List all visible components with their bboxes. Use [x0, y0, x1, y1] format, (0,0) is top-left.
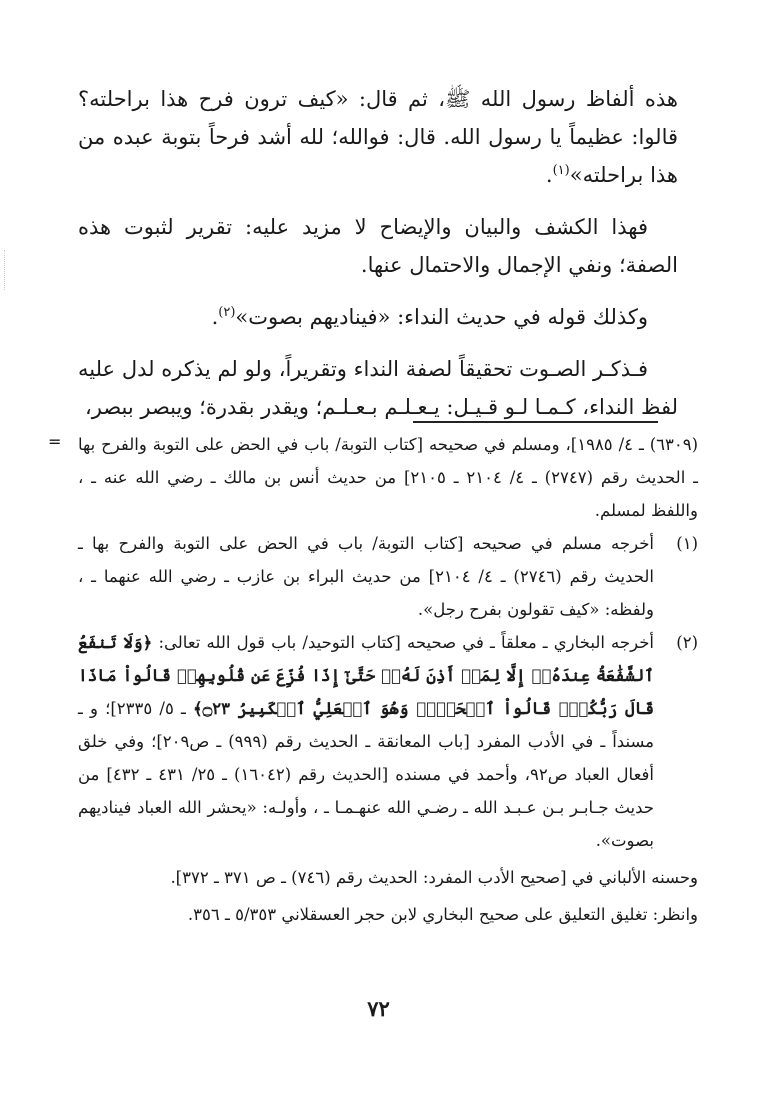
continuation-line-2: التوبة والفرح بها ـ الحديث رقم (٢٧٤٧) ـ ٤/ ٢١٠٤ ـ ٢١٠٥] من حديث: [78, 435, 698, 487]
footnote-2: [78, 626, 698, 857]
paragraph-2: فهذا الكشف والبيان والإيضاح لا مزيد عليه: تقرير لثبوت هذه الصفة؛ ونفي الإجمال والاحتمال عنها.: [78, 215, 678, 277]
footnote-2-see-also: وانظر: تغليق التعليق على صحيح البخاري لابن حجر العسقلاني ٥/٣٥٣ ـ ٣٥٦.: [187, 905, 698, 924]
main-text-block: [78, 80, 678, 426]
scan-edge-artifact: [4, 250, 11, 290]
paragraph-1-line-1: هذه ألفاظ رسول الله ﷺ، ثم قال: «كيف ترون فرح هذا براحلته؟: [78, 87, 678, 111]
footnote-continuation: [78, 428, 698, 527]
footnote-ref-2[interactable]: (٢): [218, 305, 236, 320]
paragraph-4: فـذكـر الصـوت تحقيقاً لصفة النداء وتقريراً، ولو لم يذكره لدل عليه لفظ النداء، كـمـا لـو قـيـل: يـعـلـم بـعـلـم؛ ويقدر بقدرة؛ ويبصر ببصر،: [78, 357, 678, 419]
paragraph-1: هذه ألفاظ رسول الله ﷺ، ثم قال: «كيف ترون فرح هذا براحلته؟ قالوا: عظيماً يا رسول الله. قال: فوالله؛ لله أشد فرحاً بتوبة عبده من هذا براحلته»$^{(١)}$.: [78, 87, 678, 187]
footnote-2-quran-verse: ﴿وَلَا تَنفَعُ ٱلشَّفَٰعَةُ عِندَهُۥٓ إِلَّا لِمَنۡ أَذِنَ لَهُۥۚ حَتَّىٰٓ إِذَا فُزِّعَ عَن قُلُوبِهِمۡ قَالُواْ مَاذَا قَالَ رَبُّكُمۡۖ قَالُواْ ٱلۡحَقَّۖ وَهُوَ ٱلۡعَلِيُّ ٱلۡكَبِيرُ ۝٢٣﴾: [78, 633, 654, 718]
footnote-2-intro: أخرجه البخاري ـ معلقاً ـ في صحيحه [كتاب التوحيد/ باب قول الله تعالى:: [158, 633, 654, 652]
footnote-1-number: (١): [676, 534, 698, 553]
paragraph-3: وكذلك قوله في حديث النداء: «فيناديهم بصوت»$^{(٢)}$.: [211, 305, 648, 329]
paragraph-1-line-2: قالوا: عظيماً يا رسول الله. قال: فوالله؛ لله أشد فرحاً بتوبة عبده من هذا: [78, 125, 678, 187]
footnote-2-rest: ـ ٥/ ٢٣٣٥]؛ و ـ مسنداً ـ في الأدب المفرد [باب المعانقة ـ الحديث رقم (٩٩٩) ـ ص٢٠٩]؛ وفي خلق أفعال العباد ص٩٢، وأحمد في مسنده [الحديث رقم (١٦٠٤٢) ـ ٢٥/ ٤٣١ ـ ٤٣٢] من حديث جـابـر بـن عـبـد الله ـ رضـي الله عنهـمـا ـ ، وأولـه: «يحشر الله العباد فيناديهم بصوت».: [78, 699, 655, 850]
paragraph-3-text: وكذلك قوله في حديث النداء: «فيناديهم بصوت»: [235, 305, 648, 329]
footnote-2-number: (٢): [676, 633, 698, 652]
continuation-line-3: أنس بن مالك ـ رضي الله عنه ـ ، واللفظ لمسلم.: [78, 468, 698, 520]
paragraph-1-line-3: براحلته»: [569, 163, 644, 187]
footnote-2-albani: وحسنه الألباني في [صحيح الأدب المفرد: الحديث رقم (٧٤٦) ـ ص ٣٧١ ـ ٣٧٢].: [170, 868, 698, 887]
footnote-ref-1[interactable]: (١): [552, 163, 570, 178]
footnote-separator: [413, 421, 658, 423]
footnote-1: [78, 527, 698, 626]
footnotes-block: [78, 428, 698, 931]
footnote-1-text: أخرجه مسلم في صحيحه [كتاب التوبة/ باب في الحض على التوبة والفرح بها ـ الحديث رقم (٢٧٤٦) ـ ٤/ ٢١٠٤] من حديث البراء بن عازب ـ رضي الله عنهما ـ ، ولفظه: «كيف تقولون بفرح رجل».: [78, 534, 654, 619]
continuation-line-1: (٦٣٠٩) ـ ٤/ ١٩٨٥]، ومسلم في صحيحه [كتاب التوبة/ باب في الحض على: [195, 435, 699, 454]
continuation-marker: =: [48, 432, 62, 451]
page-number: ٧٢: [367, 996, 390, 1021]
